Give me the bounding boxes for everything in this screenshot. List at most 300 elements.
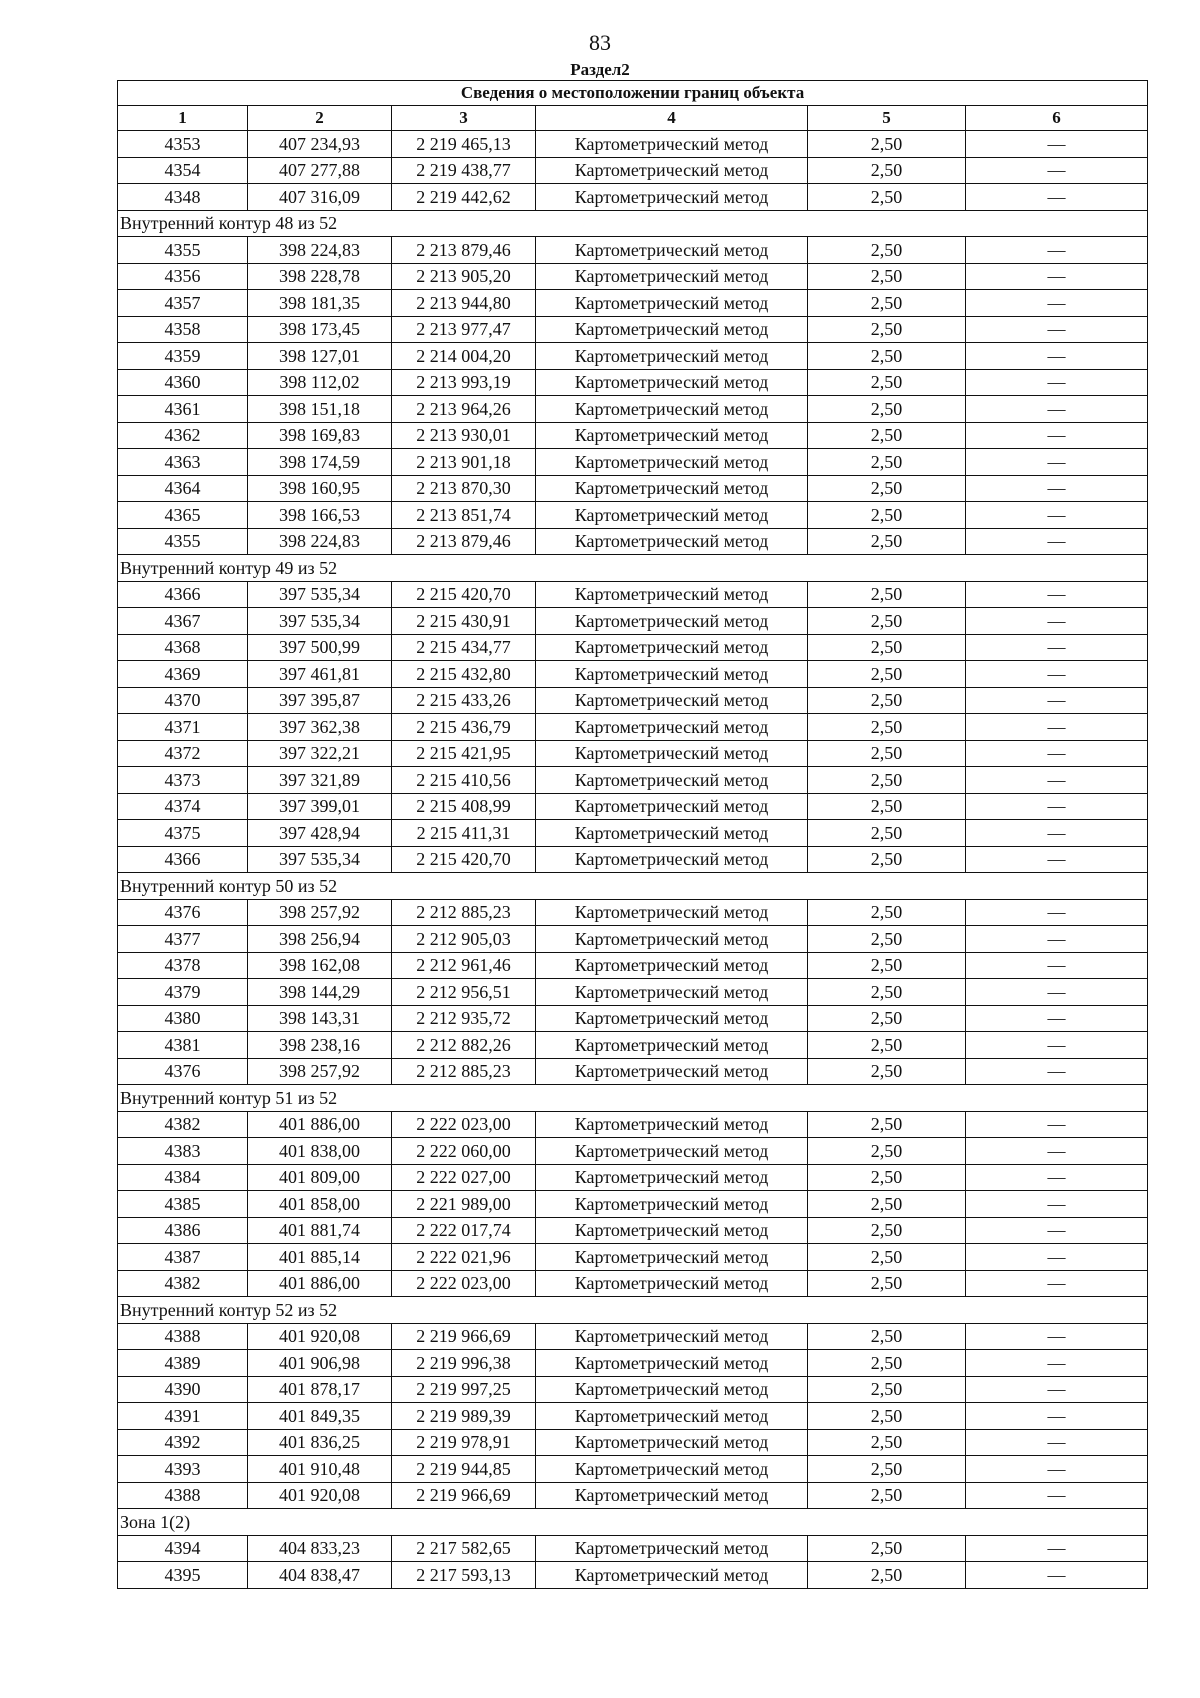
method-cell: Картометрический метод <box>536 237 808 264</box>
description-cell: — <box>966 263 1148 290</box>
contour-header-row <box>118 873 1148 900</box>
y-coordinate-cell: 2 215 430,91 <box>392 608 536 635</box>
table-row <box>118 131 1148 158</box>
x-coordinate-cell: 401 858,00 <box>248 1191 392 1218</box>
x-coordinate-cell: 401 886,00 <box>248 1111 392 1138</box>
precision-cell: 2,50 <box>808 1058 966 1085</box>
point-number-cell: 4360 <box>118 369 248 396</box>
precision-cell: 2,50 <box>808 1005 966 1032</box>
contour-label: Внутренний контур 49 из 52 <box>118 555 1148 582</box>
table-body <box>118 131 1148 1589</box>
x-coordinate-cell: 398 181,35 <box>248 290 392 317</box>
x-coordinate-cell: 398 224,83 <box>248 528 392 555</box>
contour-header-row <box>118 210 1148 237</box>
x-coordinate-cell: 397 322,21 <box>248 740 392 767</box>
precision-cell: 2,50 <box>808 369 966 396</box>
description-cell: — <box>966 926 1148 953</box>
point-number-cell: 4362 <box>118 422 248 449</box>
method-cell: Картометрический метод <box>536 634 808 661</box>
x-coordinate-cell: 398 144,29 <box>248 979 392 1006</box>
point-number-cell: 4392 <box>118 1429 248 1456</box>
point-number-cell: 4354 <box>118 157 248 184</box>
point-number-cell: 4371 <box>118 714 248 741</box>
method-cell: Картометрический метод <box>536 475 808 502</box>
description-cell: — <box>966 184 1148 211</box>
table-row <box>118 1005 1148 1032</box>
boundary-coordinates-table <box>117 80 1148 1589</box>
method-cell: Картометрический метод <box>536 661 808 688</box>
precision-cell: 2,50 <box>808 449 966 476</box>
precision-cell: 2,50 <box>808 1164 966 1191</box>
point-number-cell: 4373 <box>118 767 248 794</box>
precision-cell: 2,50 <box>808 290 966 317</box>
method-cell: Картометрический метод <box>536 1191 808 1218</box>
y-coordinate-cell: 2 213 930,01 <box>392 422 536 449</box>
description-cell: — <box>966 1376 1148 1403</box>
y-coordinate-cell: 2 212 961,46 <box>392 952 536 979</box>
x-coordinate-cell: 398 256,94 <box>248 926 392 953</box>
x-coordinate-cell: 401 878,17 <box>248 1376 392 1403</box>
method-cell: Картометрический метод <box>536 502 808 529</box>
y-coordinate-cell: 2 222 017,74 <box>392 1217 536 1244</box>
table-row <box>118 475 1148 502</box>
column-number: 3 <box>392 106 536 131</box>
table-row <box>118 634 1148 661</box>
method-cell: Картометрический метод <box>536 767 808 794</box>
table-row <box>118 979 1148 1006</box>
point-number-cell: 4388 <box>118 1323 248 1350</box>
table-row <box>118 1350 1148 1377</box>
table-row <box>118 687 1148 714</box>
table-row <box>118 1456 1148 1483</box>
description-cell: — <box>966 396 1148 423</box>
description-cell: — <box>966 528 1148 555</box>
point-number-cell: 4382 <box>118 1270 248 1297</box>
table-row <box>118 1270 1148 1297</box>
point-number-cell: 4374 <box>118 793 248 820</box>
method-cell: Картометрический метод <box>536 396 808 423</box>
x-coordinate-cell: 398 224,83 <box>248 237 392 264</box>
x-coordinate-cell: 401 809,00 <box>248 1164 392 1191</box>
x-coordinate-cell: 404 838,47 <box>248 1562 392 1589</box>
contour-label: Зона 1(2) <box>118 1509 1148 1536</box>
point-number-cell: 4358 <box>118 316 248 343</box>
x-coordinate-cell: 401 906,98 <box>248 1350 392 1377</box>
precision-cell: 2,50 <box>808 793 966 820</box>
description-cell: — <box>966 820 1148 847</box>
description-cell: — <box>966 131 1148 158</box>
table-row <box>118 846 1148 873</box>
y-coordinate-cell: 2 213 879,46 <box>392 237 536 264</box>
y-coordinate-cell: 2 219 996,38 <box>392 1350 536 1377</box>
point-number-cell: 4368 <box>118 634 248 661</box>
description-cell: — <box>966 369 1148 396</box>
point-number-cell: 4378 <box>118 952 248 979</box>
point-number-cell: 4355 <box>118 528 248 555</box>
x-coordinate-cell: 398 173,45 <box>248 316 392 343</box>
point-number-cell: 4382 <box>118 1111 248 1138</box>
precision-cell: 2,50 <box>808 1429 966 1456</box>
point-number-cell: 4356 <box>118 263 248 290</box>
description-cell: — <box>966 1403 1148 1430</box>
y-coordinate-cell: 2 213 977,47 <box>392 316 536 343</box>
precision-cell: 2,50 <box>808 1350 966 1377</box>
method-cell: Картометрический метод <box>536 1456 808 1483</box>
description-cell: — <box>966 1164 1148 1191</box>
precision-cell: 2,50 <box>808 846 966 873</box>
description-cell: — <box>966 687 1148 714</box>
description-cell: — <box>966 740 1148 767</box>
y-coordinate-cell: 2 213 901,18 <box>392 449 536 476</box>
table-row <box>118 1482 1148 1509</box>
table-row <box>118 369 1148 396</box>
method-cell: Картометрический метод <box>536 157 808 184</box>
precision-cell: 2,50 <box>808 1191 966 1218</box>
precision-cell: 2,50 <box>808 1032 966 1059</box>
x-coordinate-cell: 397 362,38 <box>248 714 392 741</box>
precision-cell: 2,50 <box>808 979 966 1006</box>
method-cell: Картометрический метод <box>536 369 808 396</box>
y-coordinate-cell: 2 219 465,13 <box>392 131 536 158</box>
point-number-cell: 4383 <box>118 1138 248 1165</box>
page-number: 83 <box>589 30 611 55</box>
precision-cell: 2,50 <box>808 184 966 211</box>
method-cell: Картометрический метод <box>536 1350 808 1377</box>
precision-cell: 2,50 <box>808 263 966 290</box>
method-cell: Картометрический метод <box>536 343 808 370</box>
precision-cell: 2,50 <box>808 1111 966 1138</box>
y-coordinate-cell: 2 213 851,74 <box>392 502 536 529</box>
y-coordinate-cell: 2 215 432,80 <box>392 661 536 688</box>
point-number-cell: 4357 <box>118 290 248 317</box>
column-number: 1 <box>118 106 248 131</box>
method-cell: Картометрический метод <box>536 608 808 635</box>
table-row <box>118 263 1148 290</box>
x-coordinate-cell: 407 234,93 <box>248 131 392 158</box>
column-number: 2 <box>248 106 392 131</box>
precision-cell: 2,50 <box>808 528 966 555</box>
point-number-cell: 4376 <box>118 899 248 926</box>
point-number-cell: 4355 <box>118 237 248 264</box>
table-row <box>118 1138 1148 1165</box>
table-row <box>118 714 1148 741</box>
contour-header-row <box>118 1509 1148 1536</box>
y-coordinate-cell: 2 213 905,20 <box>392 263 536 290</box>
method-cell: Картометрический метод <box>536 1376 808 1403</box>
x-coordinate-cell: 398 127,01 <box>248 343 392 370</box>
table-row <box>118 740 1148 767</box>
table-row <box>118 343 1148 370</box>
method-cell: Картометрический метод <box>536 1111 808 1138</box>
method-cell: Картометрический метод <box>536 449 808 476</box>
method-cell: Картометрический метод <box>536 1403 808 1430</box>
x-coordinate-cell: 398 174,59 <box>248 449 392 476</box>
method-cell: Картометрический метод <box>536 820 808 847</box>
method-cell: Картометрический метод <box>536 316 808 343</box>
precision-cell: 2,50 <box>808 926 966 953</box>
y-coordinate-cell: 2 212 905,03 <box>392 926 536 953</box>
table-row <box>118 449 1148 476</box>
method-cell: Картометрический метод <box>536 1270 808 1297</box>
table-row <box>118 1403 1148 1430</box>
method-cell: Картометрический метод <box>536 1058 808 1085</box>
description-cell: — <box>966 1111 1148 1138</box>
point-number-cell: 4394 <box>118 1535 248 1562</box>
point-number-cell: 4359 <box>118 343 248 370</box>
x-coordinate-cell: 397 500,99 <box>248 634 392 661</box>
y-coordinate-cell: 2 212 882,26 <box>392 1032 536 1059</box>
method-cell: Картометрический метод <box>536 528 808 555</box>
precision-cell: 2,50 <box>808 661 966 688</box>
y-coordinate-cell: 2 222 060,00 <box>392 1138 536 1165</box>
method-cell: Картометрический метод <box>536 899 808 926</box>
method-cell: Картометрический метод <box>536 740 808 767</box>
precision-cell: 2,50 <box>808 740 966 767</box>
column-number: 6 <box>966 106 1148 131</box>
x-coordinate-cell: 397 395,87 <box>248 687 392 714</box>
method-cell: Картометрический метод <box>536 1535 808 1562</box>
precision-cell: 2,50 <box>808 396 966 423</box>
y-coordinate-cell: 2 219 442,62 <box>392 184 536 211</box>
description-cell: — <box>966 157 1148 184</box>
point-number-cell: 4375 <box>118 820 248 847</box>
description-cell: — <box>966 846 1148 873</box>
table-row <box>118 1032 1148 1059</box>
method-cell: Картометрический метод <box>536 290 808 317</box>
description-cell: — <box>966 502 1148 529</box>
y-coordinate-cell: 2 217 593,13 <box>392 1562 536 1589</box>
table-row <box>118 422 1148 449</box>
method-cell: Картометрический метод <box>536 687 808 714</box>
x-coordinate-cell: 398 257,92 <box>248 899 392 926</box>
method-cell: Картометрический метод <box>536 1138 808 1165</box>
description-cell: — <box>966 1535 1148 1562</box>
x-coordinate-cell: 397 535,34 <box>248 581 392 608</box>
y-coordinate-cell: 2 212 935,72 <box>392 1005 536 1032</box>
precision-cell: 2,50 <box>808 237 966 264</box>
y-coordinate-cell: 2 219 438,77 <box>392 157 536 184</box>
y-coordinate-cell: 2 213 944,80 <box>392 290 536 317</box>
precision-cell: 2,50 <box>808 475 966 502</box>
table-row <box>118 316 1148 343</box>
method-cell: Картометрический метод <box>536 952 808 979</box>
point-number-cell: 4366 <box>118 846 248 873</box>
y-coordinate-cell: 2 215 420,70 <box>392 846 536 873</box>
x-coordinate-cell: 398 257,92 <box>248 1058 392 1085</box>
description-cell: — <box>966 767 1148 794</box>
point-number-cell: 4353 <box>118 131 248 158</box>
precision-cell: 2,50 <box>808 767 966 794</box>
x-coordinate-cell: 401 910,48 <box>248 1456 392 1483</box>
x-coordinate-cell: 397 461,81 <box>248 661 392 688</box>
point-number-cell: 4384 <box>118 1164 248 1191</box>
method-cell: Картометрический метод <box>536 979 808 1006</box>
precision-cell: 2,50 <box>808 1456 966 1483</box>
contour-header-row <box>118 1085 1148 1112</box>
description-cell: — <box>966 952 1148 979</box>
x-coordinate-cell: 404 833,23 <box>248 1535 392 1562</box>
method-cell: Картометрический метод <box>536 131 808 158</box>
table-row <box>118 820 1148 847</box>
point-number-cell: 4393 <box>118 1456 248 1483</box>
description-cell: — <box>966 1217 1148 1244</box>
point-number-cell: 4376 <box>118 1058 248 1085</box>
precision-cell: 2,50 <box>808 1482 966 1509</box>
y-coordinate-cell: 2 213 870,30 <box>392 475 536 502</box>
table-row <box>118 1217 1148 1244</box>
x-coordinate-cell: 398 160,95 <box>248 475 392 502</box>
y-coordinate-cell: 2 212 885,23 <box>392 899 536 926</box>
precision-cell: 2,50 <box>808 714 966 741</box>
x-coordinate-cell: 401 881,74 <box>248 1217 392 1244</box>
table-row <box>118 396 1148 423</box>
x-coordinate-cell: 398 162,08 <box>248 952 392 979</box>
column-number: 4 <box>536 106 808 131</box>
y-coordinate-cell: 2 222 027,00 <box>392 1164 536 1191</box>
method-cell: Картометрический метод <box>536 184 808 211</box>
description-cell: — <box>966 634 1148 661</box>
x-coordinate-cell: 398 112,02 <box>248 369 392 396</box>
precision-cell: 2,50 <box>808 608 966 635</box>
precision-cell: 2,50 <box>808 316 966 343</box>
description-cell: — <box>966 475 1148 502</box>
y-coordinate-cell: 2 219 989,39 <box>392 1403 536 1430</box>
description-cell: — <box>966 237 1148 264</box>
method-cell: Картометрический метод <box>536 1323 808 1350</box>
description-cell: — <box>966 1350 1148 1377</box>
y-coordinate-cell: 2 214 004,20 <box>392 343 536 370</box>
point-number-cell: 4380 <box>118 1005 248 1032</box>
y-coordinate-cell: 2 215 421,95 <box>392 740 536 767</box>
table-row <box>118 899 1148 926</box>
y-coordinate-cell: 2 215 411,31 <box>392 820 536 847</box>
description-cell: — <box>966 1562 1148 1589</box>
description-cell: — <box>966 1244 1148 1271</box>
table-row <box>118 1058 1148 1085</box>
x-coordinate-cell: 401 920,08 <box>248 1482 392 1509</box>
y-coordinate-cell: 2 222 023,00 <box>392 1270 536 1297</box>
description-cell: — <box>966 1482 1148 1509</box>
point-number-cell: 4377 <box>118 926 248 953</box>
contour-header-row <box>118 555 1148 582</box>
x-coordinate-cell: 398 166,53 <box>248 502 392 529</box>
x-coordinate-cell: 407 277,88 <box>248 157 392 184</box>
point-number-cell: 4379 <box>118 979 248 1006</box>
precision-cell: 2,50 <box>808 1376 966 1403</box>
method-cell: Картометрический метод <box>536 714 808 741</box>
table-row <box>118 1323 1148 1350</box>
description-cell: — <box>966 899 1148 926</box>
precision-cell: 2,50 <box>808 343 966 370</box>
precision-cell: 2,50 <box>808 1562 966 1589</box>
method-cell: Картометрический метод <box>536 846 808 873</box>
point-number-cell: 4388 <box>118 1482 248 1509</box>
description-cell: — <box>966 1191 1148 1218</box>
description-cell: — <box>966 1058 1148 1085</box>
description-cell: — <box>966 608 1148 635</box>
description-cell: — <box>966 422 1148 449</box>
point-number-cell: 4370 <box>118 687 248 714</box>
x-coordinate-cell: 398 228,78 <box>248 263 392 290</box>
precision-cell: 2,50 <box>808 1270 966 1297</box>
point-number-cell: 4363 <box>118 449 248 476</box>
point-number-cell: 4395 <box>118 1562 248 1589</box>
point-number-cell: 4367 <box>118 608 248 635</box>
point-number-cell: 4361 <box>118 396 248 423</box>
contour-label: Внутренний контур 48 из 52 <box>118 210 1148 237</box>
x-coordinate-cell: 401 920,08 <box>248 1323 392 1350</box>
precision-cell: 2,50 <box>808 899 966 926</box>
table-caption: Сведения о местоположении границ объекта <box>118 81 1148 106</box>
description-cell: — <box>966 449 1148 476</box>
point-number-cell: 4389 <box>118 1350 248 1377</box>
table-row <box>118 528 1148 555</box>
description-cell: — <box>966 661 1148 688</box>
description-cell: — <box>966 793 1148 820</box>
table-row <box>118 1191 1148 1218</box>
point-number-cell: 4365 <box>118 502 248 529</box>
description-cell: — <box>966 979 1148 1006</box>
y-coordinate-cell: 2 213 879,46 <box>392 528 536 555</box>
method-cell: Картометрический метод <box>536 1562 808 1589</box>
precision-cell: 2,50 <box>808 1403 966 1430</box>
x-coordinate-cell: 397 321,89 <box>248 767 392 794</box>
contour-label: Внутренний контур 52 из 52 <box>118 1297 1148 1324</box>
x-coordinate-cell: 397 535,34 <box>248 846 392 873</box>
y-coordinate-cell: 2 215 436,79 <box>392 714 536 741</box>
point-number-cell: 4386 <box>118 1217 248 1244</box>
point-number-cell: 4372 <box>118 740 248 767</box>
table-row <box>118 1562 1148 1589</box>
table-row <box>118 290 1148 317</box>
point-number-cell: 4391 <box>118 1403 248 1430</box>
precision-cell: 2,50 <box>808 952 966 979</box>
table-row <box>118 1535 1148 1562</box>
y-coordinate-cell: 2 219 997,25 <box>392 1376 536 1403</box>
x-coordinate-cell: 401 885,14 <box>248 1244 392 1271</box>
section-title: Раздел2 <box>570 60 630 79</box>
description-cell: — <box>966 1456 1148 1483</box>
description-cell: — <box>966 1429 1148 1456</box>
y-coordinate-cell: 2 221 989,00 <box>392 1191 536 1218</box>
precision-cell: 2,50 <box>808 157 966 184</box>
description-cell: — <box>966 1270 1148 1297</box>
description-cell: — <box>966 343 1148 370</box>
y-coordinate-cell: 2 222 021,96 <box>392 1244 536 1271</box>
point-number-cell: 4381 <box>118 1032 248 1059</box>
table-row <box>118 502 1148 529</box>
table-row <box>118 767 1148 794</box>
table-row <box>118 1244 1148 1271</box>
precision-cell: 2,50 <box>808 1217 966 1244</box>
point-number-cell: 4387 <box>118 1244 248 1271</box>
y-coordinate-cell: 2 219 966,69 <box>392 1482 536 1509</box>
y-coordinate-cell: 2 219 944,85 <box>392 1456 536 1483</box>
description-cell: — <box>966 714 1148 741</box>
point-number-cell: 4366 <box>118 581 248 608</box>
precision-cell: 2,50 <box>808 422 966 449</box>
y-coordinate-cell: 2 222 023,00 <box>392 1111 536 1138</box>
y-coordinate-cell: 2 212 885,23 <box>392 1058 536 1085</box>
x-coordinate-cell: 401 849,35 <box>248 1403 392 1430</box>
table-row <box>118 1111 1148 1138</box>
description-cell: — <box>966 1005 1148 1032</box>
x-coordinate-cell: 398 151,18 <box>248 396 392 423</box>
method-cell: Картометрический метод <box>536 1429 808 1456</box>
table-row <box>118 157 1148 184</box>
precision-cell: 2,50 <box>808 1138 966 1165</box>
precision-cell: 2,50 <box>808 687 966 714</box>
